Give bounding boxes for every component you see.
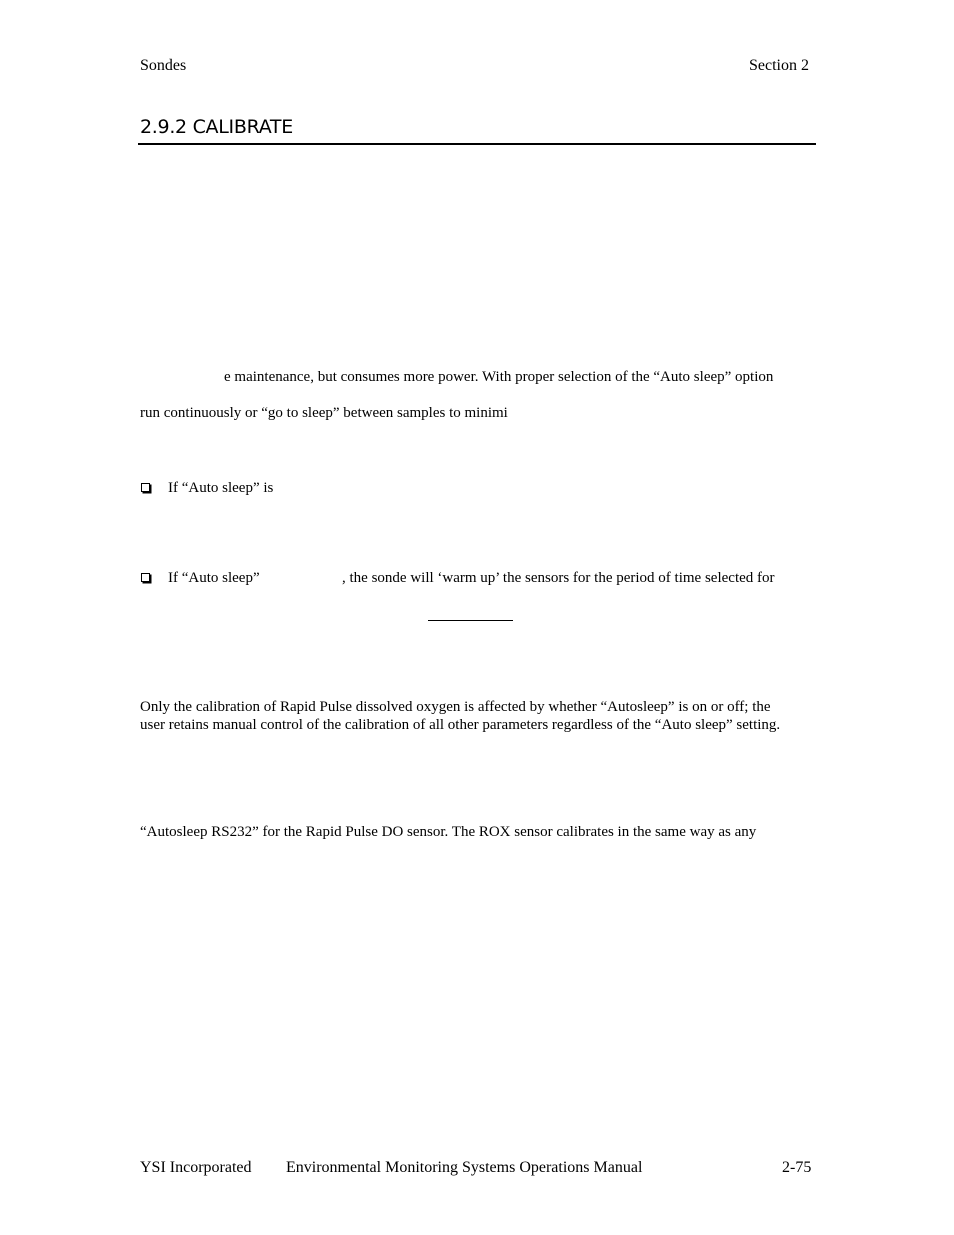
body-line-2: run continuously or “go to sleep” between samples to minimi (140, 405, 508, 421)
header-left: Sondes (140, 57, 187, 74)
section-title: 2.9.2 CALIBRATE (140, 116, 293, 138)
bullet-item-1: If “Auto sleep” is (168, 480, 274, 496)
footer-manual-title: Environmental Monitoring Systems Operations Manual (286, 1159, 643, 1176)
footer-page-number: 2-75 (782, 1159, 812, 1176)
header-right: Section 2 (749, 57, 809, 74)
bullet-item-2-start: If “Auto sleep” (168, 570, 260, 586)
paragraph-2-line-1: Only the calibration of Rapid Pulse dissolved oxygen is affected by whether “Autosleep” is on or off; the (140, 699, 771, 715)
checkbox-bullet-icon (141, 483, 150, 492)
body-line-1: e maintenance, but consumes more power. With proper selection of the “Auto sleep” option (224, 369, 774, 385)
bullet-item-2-end: , the sonde will ‘warm up’ the sensors for the period of time selected for (342, 570, 775, 586)
paragraph-2-line-2: user retains manual control of the calibration of all other parameters regardless of the “Auto sleep” setting. (140, 717, 781, 733)
underline-rule (428, 620, 513, 621)
section-title-rule (138, 143, 816, 145)
paragraph-3-line-1: “Autosleep RS232” for the Rapid Pulse DO sensor. The ROX sensor calibrates in the same way as any (140, 824, 757, 840)
checkbox-bullet-icon (141, 573, 150, 582)
footer-company: YSI Incorporated (140, 1159, 252, 1176)
